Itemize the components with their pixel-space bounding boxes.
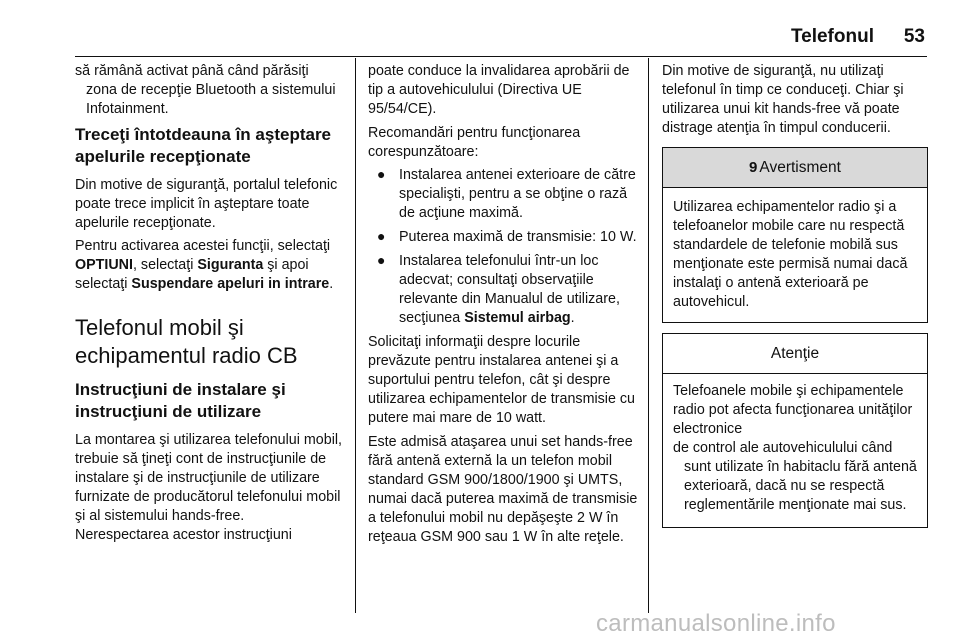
list-item-text: Puterea maximă de transmisie: 10 W. xyxy=(399,229,637,245)
page-header xyxy=(0,26,960,56)
warning-box xyxy=(662,147,928,323)
caution-text-2: de control ale autovehiculului când sunt utilizate în habitaclu fără antenă exterioară, dacă nu se respectă reglementările menţionate mai sus. xyxy=(673,440,917,513)
warning-title: Avertisment xyxy=(759,159,841,176)
paragraph-activate xyxy=(75,237,343,294)
column-2 xyxy=(368,62,640,551)
paragraph-noncompliance: Nerespectarea acestor instrucţiuni xyxy=(75,527,292,543)
list-item xyxy=(368,228,640,247)
menu-term-suspendare: Suspendare apeluri in intrare xyxy=(131,276,330,292)
caution-title: Atenţie xyxy=(770,345,820,362)
bullet-icon: ● xyxy=(377,166,386,182)
list-item xyxy=(368,252,640,328)
list-item-text: Instalarea telefonului într-un loc adecvat; consultaţi observaţiile relevante din Manualul de utilizare, secţiunea xyxy=(399,253,620,326)
menu-term-siguranta: Siguranta xyxy=(197,257,264,273)
caution-header xyxy=(663,334,927,374)
header-rule xyxy=(75,56,927,57)
warning-body: Utilizarea echipamentelor radio şi a telefoanelor mobile care nu respectă standardele de telefonie mobilă sus menţionate este permisă numai dacă instalaţi o antenă exterioară pe autovehicul. xyxy=(673,199,908,310)
column-divider-2 xyxy=(648,58,649,613)
warning-icon: 9 xyxy=(749,159,758,176)
caution-text-1: Telefoanele mobile şi echipamentele radio pot afecta funcţionarea unităţilor electronice xyxy=(673,383,913,437)
continuation-paragraph: să rămână activat până când părăsiţi zona de recepţie Bluetooth a sistemului Infotainment. xyxy=(75,63,336,117)
heading-hold-calls: Treceţi întotdeauna în aşteptare apelurile recepţionate xyxy=(75,124,332,166)
paragraph-hold-calls: Din motive de siguranţă, portalul telefonic poate trece implicit în aşteptare toate apelurile recepţionate. xyxy=(75,176,338,231)
bullet-icon: ● xyxy=(377,228,386,244)
page-number: 53 xyxy=(903,26,925,47)
text-span: Pentru activarea acestei funcţii, selectaţi xyxy=(75,238,331,254)
text-span: şi apoi selectaţi xyxy=(75,257,309,292)
paragraph-safety: Din motive de siguranţă, nu utilizaţi telefonul în timp ce conduceţi. Chiar şi utilizarea unui kit hands-free vă poate distrage atenţia în timpul conducerii. xyxy=(662,63,904,136)
warning-header xyxy=(663,148,927,188)
text-span: , selectaţi xyxy=(132,257,198,273)
paragraph-type-approval: poate conduce la invalidarea aprobării de tip a autovehiculului (Directiva UE 95/54/CE). xyxy=(368,63,630,117)
heading-instructions: Instrucţiuni de instalare şi instrucţiuni de utilizare xyxy=(75,380,286,421)
column-divider-1 xyxy=(355,58,356,613)
caution-body xyxy=(663,374,927,527)
recommendation-list xyxy=(368,166,640,328)
caution-box xyxy=(662,333,928,528)
text-span: . xyxy=(570,310,575,326)
page-title: Telefonul xyxy=(790,26,874,47)
paragraph-handsfree: Este admisă ataşarea unui set hands-free fără antenă externă la un telefon mobil standard GSM 900/1800/1900 şi UMTS, numai dacă puterea maximă de transmisie a telefonului mobil nu depăşeşte 2 W în reţeaua GSM 900 sau 1 W în alte reţele. xyxy=(368,433,638,545)
column-1 xyxy=(75,62,343,550)
menu-term-optiuni: OPTIUNI xyxy=(75,257,133,273)
watermark: carmanualsonline.info xyxy=(596,610,836,637)
paragraph-info: Solicitaţi informaţii despre locurile prevăzute pentru instalarea antenei şi a suportului pentru telefon, cât şi despre utilizarea echipamentelor de transmisie cu putere mai mare de 10 watt. xyxy=(368,334,636,426)
paragraph-install: La montarea şi utilizarea telefonului mobil, trebuie să ţineţi cont de instrucţiunile de instalare şi de instrucţiunile de utilizare furnizate de producătorul telefonului mobil şi al sistemului hands-free. xyxy=(75,432,343,524)
column-3 xyxy=(662,62,928,538)
paragraph-recommendations: Recomandări pentru funcţionarea corespunzătoare: xyxy=(368,124,581,160)
bullet-icon: ● xyxy=(377,252,386,268)
text-span: . xyxy=(329,276,334,292)
list-item xyxy=(368,166,640,223)
list-item-text: Instalarea antenei exterioare de către specialişti, pentru a se obţine o rază de acţiune maximă. xyxy=(399,167,636,221)
section-heading-mobile-cb: Telefonul mobil şi echipamentul radio CB xyxy=(75,315,298,368)
reference-airbag: Sistemul airbag xyxy=(464,310,571,326)
